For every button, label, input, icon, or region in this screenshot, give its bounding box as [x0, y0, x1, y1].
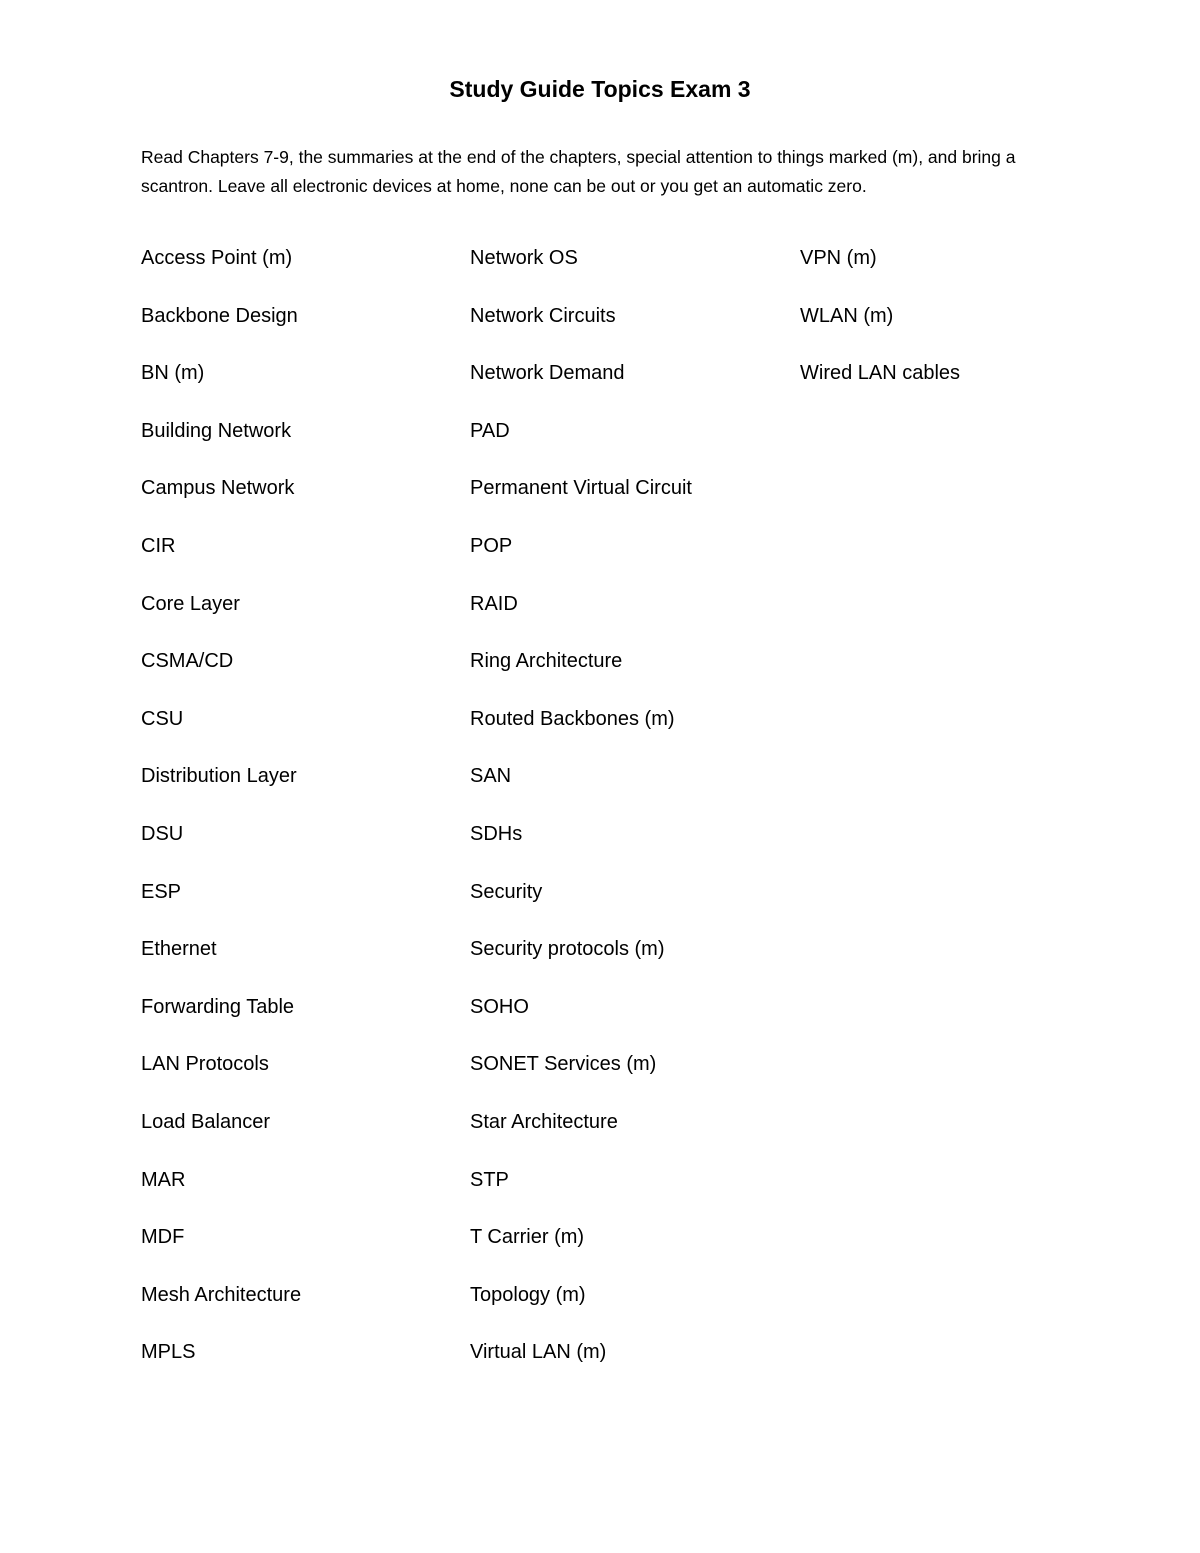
topic-item: Security [470, 880, 543, 903]
topic-column-2 [470, 243, 692, 1395]
topic-item: POP [470, 534, 513, 557]
topic-item: SDHs [470, 822, 523, 845]
topic-item: Access Point (m) [141, 247, 293, 269]
topic-item: Wired LAN cables [800, 362, 961, 385]
topic-item: Permanent Virtual Circuit [470, 477, 692, 500]
topic-item: Backbone Design [141, 304, 298, 327]
topic-item: CSU [141, 707, 184, 730]
topic-item: Ring Architecture [470, 650, 623, 673]
topic-item: CSMA/CD [141, 650, 234, 673]
topic-item: Core Layer [141, 592, 240, 615]
topic-item: Security protocols (m) [470, 938, 665, 961]
topic-item: Campus Network [141, 477, 295, 500]
topic-item: LAN Protocols [141, 1053, 269, 1076]
topic-item: Topology (m) [470, 1283, 586, 1306]
topic-item: SOHO [470, 995, 529, 1018]
topic-item: Building Network [141, 419, 292, 442]
topic-item: WLAN (m) [800, 304, 894, 327]
topic-item: STP [470, 1168, 509, 1191]
topic-item: MPLS [141, 1341, 196, 1364]
topic-item: SAN [470, 765, 512, 788]
topic-item: Mesh Architecture [141, 1283, 302, 1306]
topic-item: BN (m) [141, 362, 205, 385]
document-title: Study Guide Topics Exam 3 [449, 76, 751, 102]
topic-item: Star Architecture [470, 1110, 618, 1133]
topic-item: ESP [141, 880, 182, 903]
topic-item: Network OS [470, 247, 578, 269]
topic-item: MDF [141, 1226, 185, 1249]
topic-item: SONET Services (m) [470, 1053, 657, 1076]
topic-item: Distribution Layer [141, 765, 297, 788]
topic-item: DSU [141, 822, 184, 845]
topic-item: T Carrier (m) [470, 1226, 585, 1249]
topic-item: CIR [141, 534, 176, 557]
topic-item: Network Circuits [470, 304, 616, 327]
topic-column-1 [141, 243, 301, 1395]
topic-item: Forwarding Table [141, 995, 295, 1018]
topic-item: PAD [470, 419, 510, 442]
topic-item: MAR [141, 1168, 186, 1191]
topic-column-3 [800, 243, 960, 416]
topic-item: Virtual LAN (m) [470, 1341, 607, 1364]
instructions-paragraph: Read Chapters 7-9, the summaries at the end of the chapters, special attention to things marked (m), and bring a scantron. Leave all electronic devices at home, none can be out or you get an automatic zero. [141, 147, 1016, 196]
topic-item: Routed Backbones (m) [470, 707, 675, 730]
topic-item: Load Balancer [141, 1110, 270, 1133]
topic-item: VPN (m) [800, 247, 877, 269]
topic-item: RAID [470, 592, 518, 615]
topic-item: Network Demand [470, 362, 625, 385]
topic-item: Ethernet [141, 938, 217, 961]
